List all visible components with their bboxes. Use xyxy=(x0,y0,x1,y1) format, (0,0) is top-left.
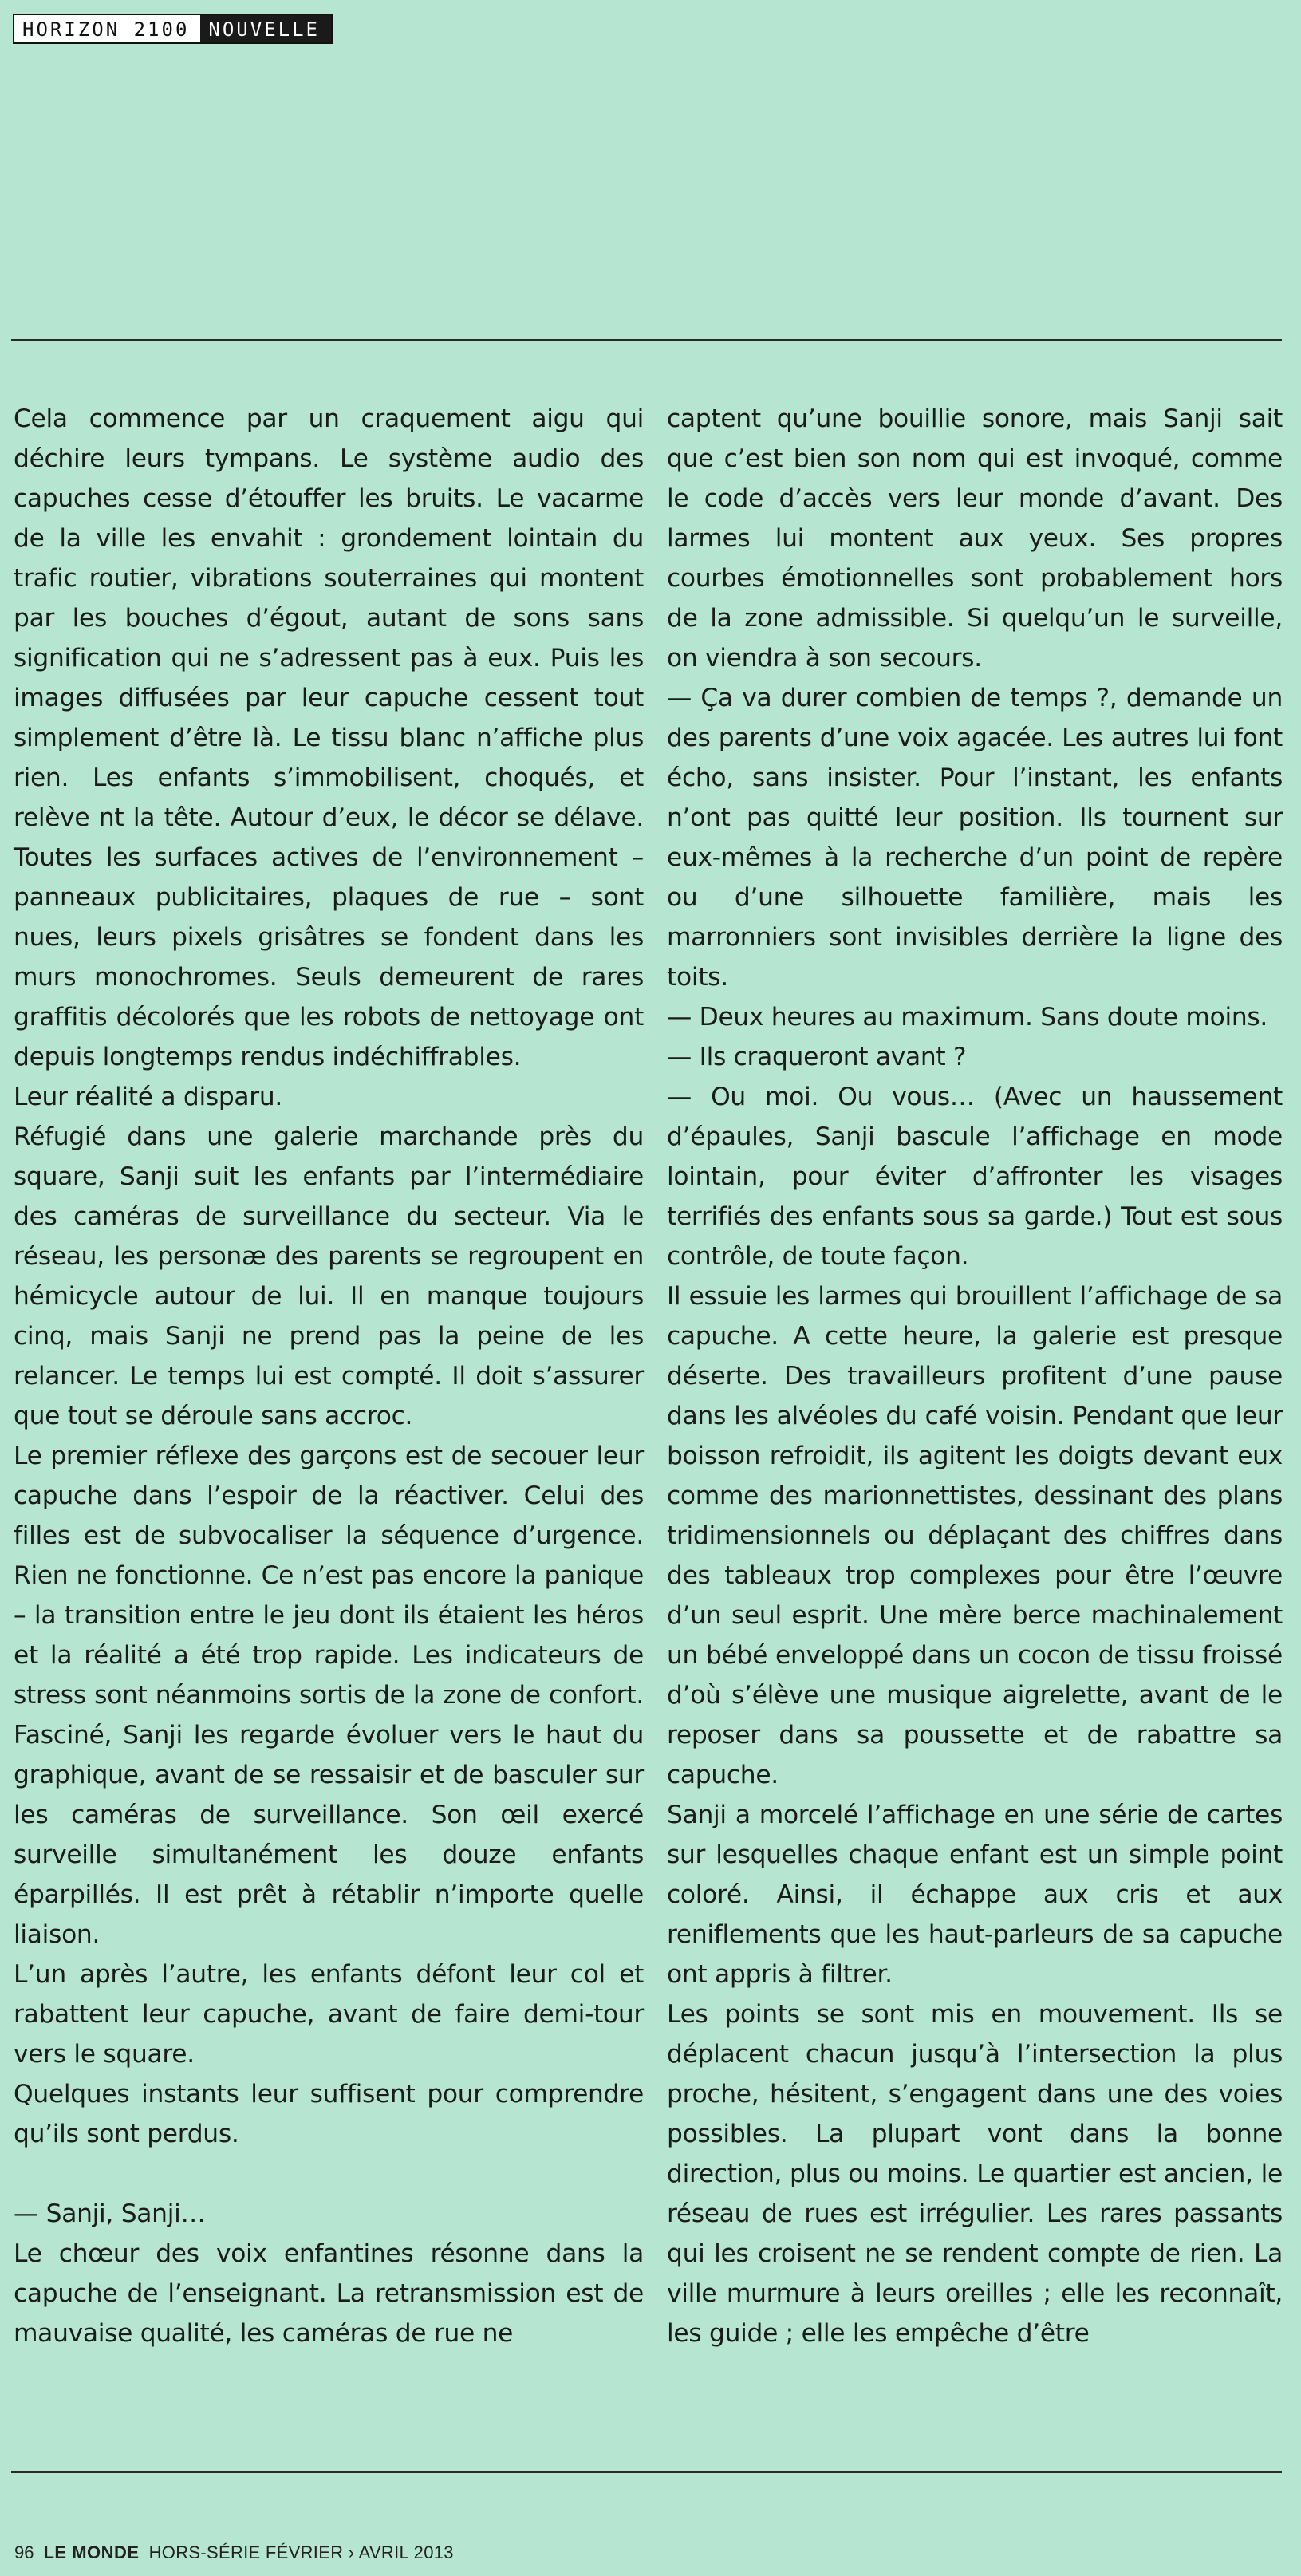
publication-name: LE MONDE xyxy=(43,2542,140,2562)
top-divider xyxy=(11,339,1282,341)
paragraph: Sanji a morcelé l’affichage en une série de cartes sur lesquelles chaque enfant est un simple point coloré. Ainsi, il échappe aux cris et aux reniflements que les haut-parleurs de sa capuche ont appris à filtrer. xyxy=(667,1801,1283,1989)
paragraph: — Ils craqueront avant ? xyxy=(667,1043,967,1071)
genre-tag: NOUVELLE xyxy=(200,15,331,42)
paragraph: — Sanji, Sanji… xyxy=(14,2199,206,2228)
series-label: HORIZON 2100 xyxy=(14,15,200,42)
paragraph: Cela commence par un craquement aigu qui déchire leurs tympans. Le système audio des capuches cesse d’étouffer les bruits. Le vacarme de la ville les envahit : grondement lointain du trafic routier, vibrations souterraines qui montent par les bouches d’égout, autant de sons sans signification qui ne s’adressent pas à eux. Puis les images diffusées par leur capuche cessent tout simplement d’être là. Le tissu blanc n’affiche plus rien. Les enfants s’immobilisent, choqués, et relève nt la tête. Autour d’eux, le décor se délave. Toutes les surfaces actives de l’environnement – panneaux publicitaires, plaques de rue – sont nues, leurs pixels grisâtres se fondent dans les murs monochromes. Seuls demeurent de rares graffitis décolorés que les robots de nettoyage ont depuis longtemps rendus indéchiffrables. xyxy=(14,404,644,1071)
paragraph: Le premier réflexe des garçons est de secouer leur capuche dans l’espoir de la réactiver. Celui des filles est de subvocaliser la séquence d’urgence. Rien ne fonctionne. Ce n’est pas encore la panique – la transition entre le jeu dont ils étaient les héros et la réalité a été trop rapide. Les indicateurs de stress sont néanmoins sortis de la zone de confort. Fasciné, Sanji les regarde évoluer vers le haut du graphique, avant de se ressaisir et de basculer sur les caméras de surveillance. Son œil exercé surveille simultanément les douze enfants éparpillés. Il est prêt à rétablir n’importe quelle liaison. xyxy=(14,1442,644,1949)
page-number: 96 xyxy=(14,2542,34,2562)
paragraph: — Deux heures au maximum. Sans doute moins. xyxy=(667,1003,1268,1032)
section-header xyxy=(13,14,333,44)
paragraph: Quelques instants leur suffisent pour comprendre qu’ils sont perdus. xyxy=(14,2080,644,2148)
issue-info: HORS-SÉRIE FÉVRIER › AVRIL 2013 xyxy=(148,2542,454,2562)
paragraph: Réfugié dans une galerie marchande près du square, Sanji suit les enfants par l’intermédiaire des caméras de surveillance du secteur. Via le réseau, les personæ des parents se regroupent en hémicycle autour de lui. Il en manque toujours cinq, mais Sanji ne prend pas la peine de les relancer. Le temps lui est compté. Il doit s’assurer que tout se déroule sans accroc. xyxy=(14,1122,644,1430)
bottom-divider xyxy=(11,2471,1282,2473)
page-footer xyxy=(14,2542,454,2564)
article-column-right xyxy=(667,399,1283,2353)
paragraph: L’un après l’autre, les enfants défont leur col et rabattent leur capuche, avant de faire demi-tour vers le square. xyxy=(14,1960,644,2069)
paragraph: captent qu’une bouillie sonore, mais Sanji sait que c’est bien son nom qui est invoqué, comme le code d’accès vers leur monde d’avant. Des larmes lui montent aux yeux. Ses propres courbes émotionnelles sont probablement hors de la zone admissible. Si quelqu’un le surveille, on viendra à son secours. xyxy=(667,404,1283,673)
paragraph: — Ça va durer combien de temps ?, demande un des parents d’une voix agacée. Les autres lui font écho, sans insister. Pour l’instant, les enfants n’ont pas quitté leur position. Ils tournent sur eux-mêmes à la recherche d’un point de repère ou d’une silhouette familière, mais les marronniers sont invisibles derrière la ligne des toits. xyxy=(667,684,1283,992)
article-column-left xyxy=(14,399,644,2353)
paragraph: — Ou moi. Ou vous… (Avec un haussement d’épaules, Sanji bascule l’affichage en mode lointain, pour éviter d’affronter les visages terrifiés des enfants sous sa garde.) Tout est sous contrôle, de toute façon. xyxy=(667,1083,1283,1271)
paragraph: Leur réalité a disparu. xyxy=(14,1083,283,1111)
paragraph: Les points se sont mis en mouvement. Ils se déplacent chacun jusqu’à l’intersection la plus proche, hésitent, s’engagent dans une des voies possibles. La plupart vont dans la bonne direction, plus ou moins. Le quartier est ancien, le réseau de rues est irrégulier. Les rares passants qui les croisent ne se rendent compte de rien. La ville murmure à leurs oreilles ; elle les reconnaît, les guide ; elle les empêche d’être xyxy=(667,2000,1283,2348)
paragraph: Le chœur des voix enfantines résonne dans la capuche de l’enseignant. La retransmission est de mauvaise qualité, les caméras de rue ne xyxy=(14,2239,644,2348)
paragraph: Il essuie les larmes qui brouillent l’affichage de sa capuche. A cette heure, la galerie est presque déserte. Des travailleurs profitent d’une pause dans les alvéoles du café voisin. Pendant que leur boisson refroidit, ils agitent les doigts devant eux comme des marionnettistes, dessinant des plans tridimensionnels ou déplaçant des chiffres dans des tableaux trop complexes pour être l’œuvre d’un seul esprit. Une mère berce machinalement un bébé enveloppé dans un cocon de tissu froissé d’où s’élève une musique aigrelette, avant de le reposer dans sa poussette et de rabattre sa capuche. xyxy=(667,1282,1283,1789)
